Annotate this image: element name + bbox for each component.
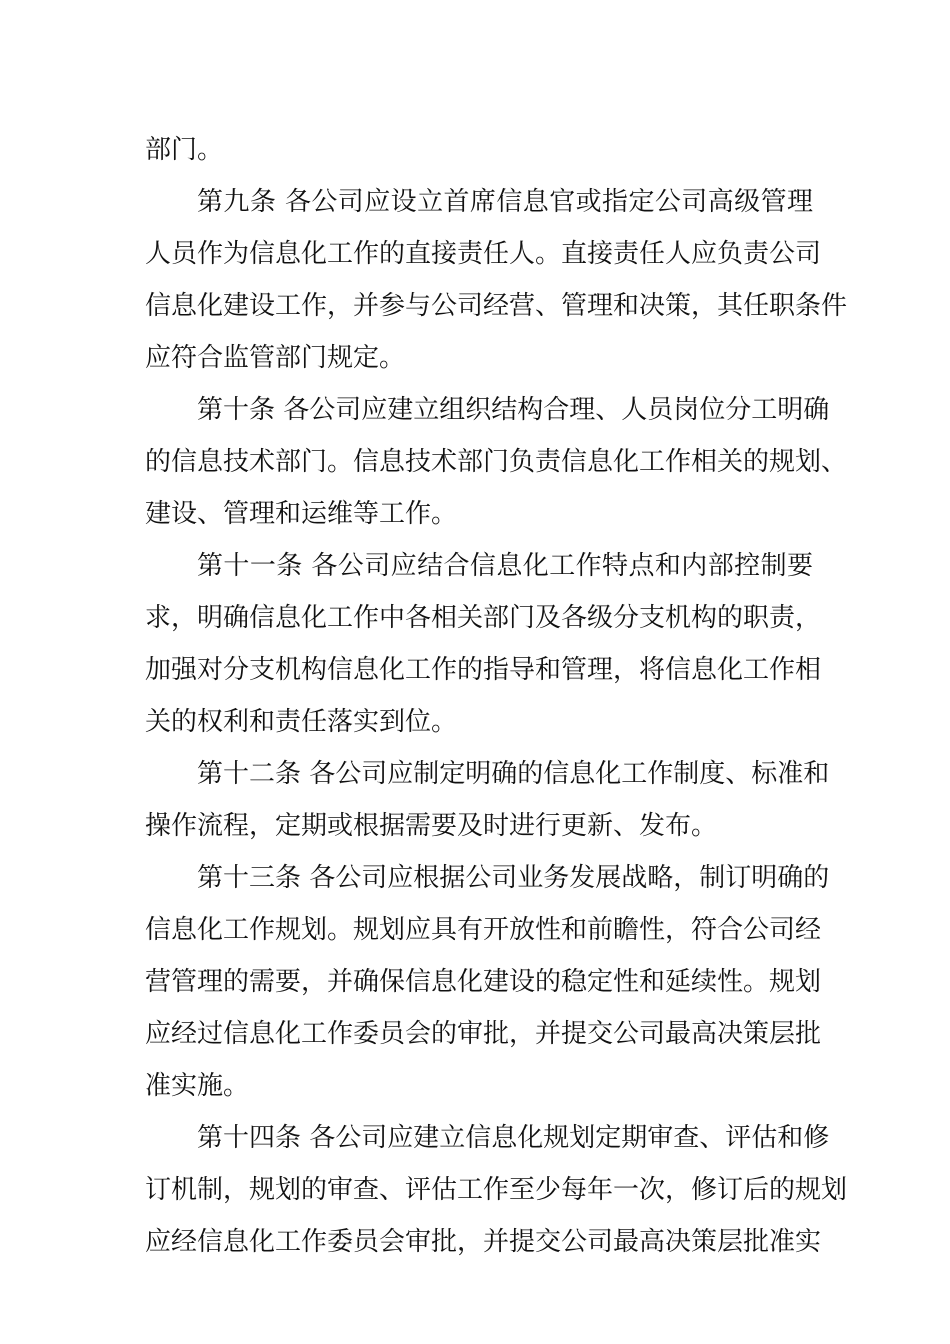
article-13-line: 第十三条 各公司应根据公司业务发展战略，制订明确的 <box>197 863 830 893</box>
article-14-line: 第十四条 各公司应建立信息化规划定期审查、评估和修 <box>197 1123 830 1153</box>
article-11-line: 第十一条 各公司应结合信息化工作特点和内部控制要 <box>197 551 813 581</box>
paragraph-line: 人员作为信息化工作的直接责任人。直接责任人应负责公司 <box>145 239 822 269</box>
paragraph-line: 求，明确信息化工作中各相关部门及各级分支机构的职责， <box>145 603 822 633</box>
paragraph-line: 建设、管理和运维等工作。 <box>145 499 458 529</box>
paragraph-line: 准实施。 <box>145 1071 250 1101</box>
article-12-line: 第十二条 各公司应制定明确的信息化工作制度、标准和 <box>197 759 830 789</box>
paragraph-line: 加强对分支机构信息化工作的指导和管理，将信息化工作相 <box>145 655 822 685</box>
paragraph-line: 的信息技术部门。信息技术部门负责信息化工作相关的规划、 <box>145 447 848 477</box>
article-10-line: 第十条 各公司应建立组织结构合理、人员岗位分工明确 <box>197 395 830 425</box>
paragraph-line: 部门。 <box>145 135 224 165</box>
paragraph-line: 操作流程，定期或根据需要及时进行更新、发布。 <box>145 811 718 841</box>
paragraph-line: 信息化建设工作，并参与公司经营、管理和决策，其任职条件 <box>145 291 848 321</box>
document-body <box>145 124 848 1268</box>
paragraph-line: 应经信息化工作委员会审批，并提交公司最高决策层批准实 <box>145 1227 822 1257</box>
paragraph-line: 应符合监管部门规定。 <box>145 343 406 373</box>
paragraph-line: 订机制，规划的审查、评估工作至少每年一次，修订后的规划 <box>145 1175 848 1205</box>
paragraph-line: 应经过信息化工作委员会的审批，并提交公司最高决策层批 <box>145 1019 822 1049</box>
article-9-line: 第九条 各公司应设立首席信息官或指定公司高级管理 <box>197 187 813 217</box>
paragraph-line: 关的权利和责任落实到位。 <box>145 707 458 737</box>
paragraph-line: 营管理的需要，并确保信息化建设的稳定性和延续性。规划 <box>145 967 822 997</box>
paragraph-line: 信息化工作规划。规划应具有开放性和前瞻性，符合公司经 <box>145 915 822 945</box>
